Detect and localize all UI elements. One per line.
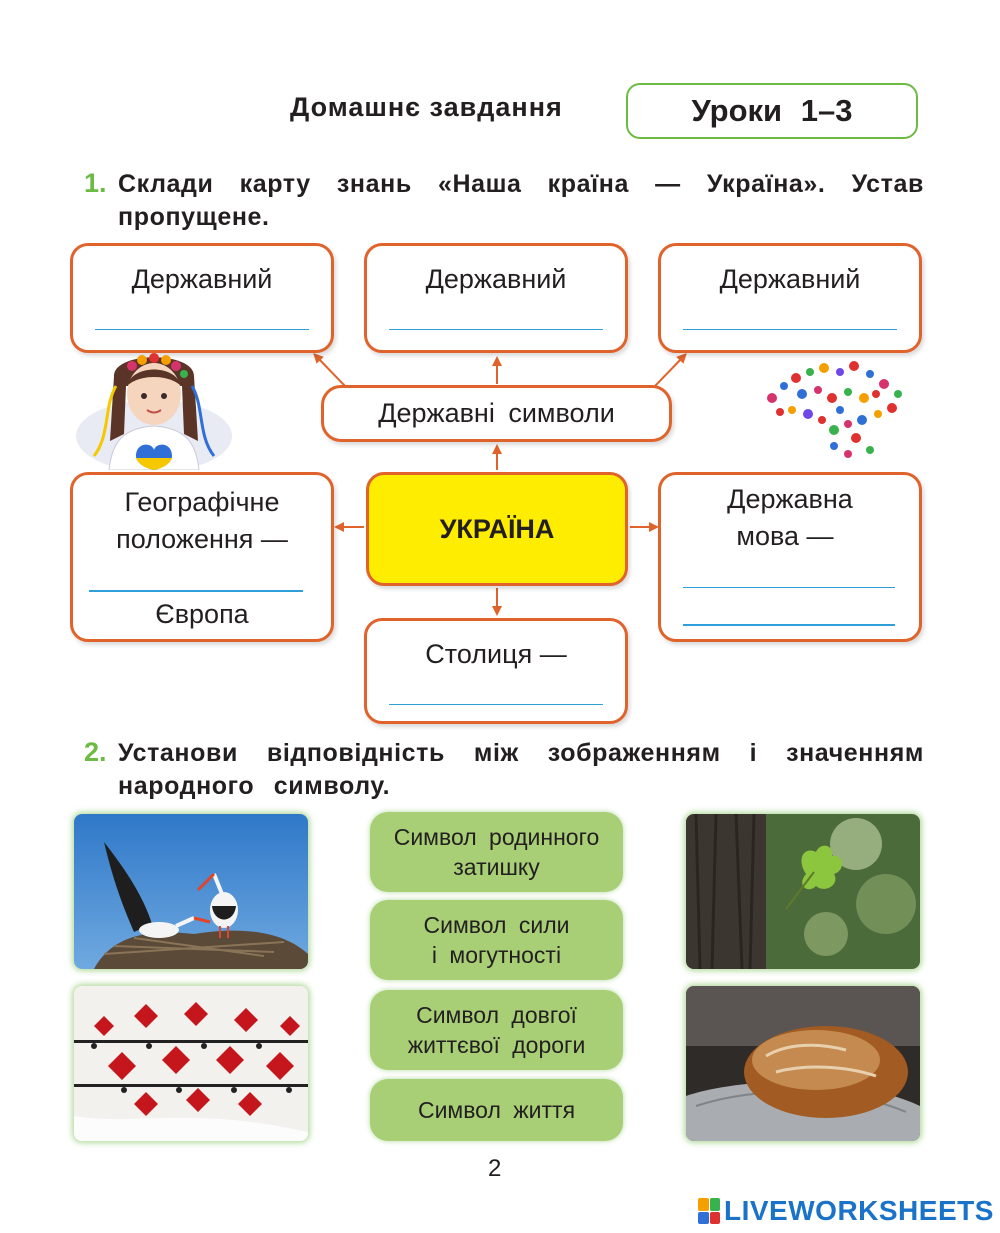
option-4-line1: Символ життя xyxy=(417,1097,576,1123)
top-box-3-label: Державний xyxy=(719,264,861,294)
top-box-2-label: Державний xyxy=(425,264,567,294)
state-symbols-box: Державні символи xyxy=(321,385,672,442)
ukraine-center-box: УКРАЇНА xyxy=(366,472,628,586)
language-box xyxy=(658,472,922,642)
top-box-3 xyxy=(658,243,922,353)
task1-text: Склади карту знань «Наша країна — Україна». Устав пропущене. xyxy=(118,170,924,231)
answer-line-capital[interactable] xyxy=(389,704,603,705)
option-2-line2: і могутності xyxy=(431,942,562,968)
language-line2: мова — xyxy=(736,521,834,551)
homework-title: Домашнє завдання xyxy=(290,92,563,122)
option-long-life-road[interactable] xyxy=(370,990,623,1070)
brand-text: LIVEWORKSHEETS xyxy=(724,1195,994,1226)
liveworksheets-brand[interactable] xyxy=(698,1195,994,1227)
storks-image[interactable] xyxy=(74,814,308,969)
option-3-line2: життєвої дороги xyxy=(407,1032,586,1058)
geo-box xyxy=(70,472,334,642)
option-strength-power[interactable] xyxy=(370,900,623,980)
capital-box xyxy=(364,618,628,724)
task2-text: Установи відповідність між зображенням і значенням народного символу. xyxy=(118,739,924,800)
task2-number: 2. xyxy=(84,737,107,767)
embroidery-image[interactable] xyxy=(74,986,308,1141)
lesson-badge: Уроки 1–3 xyxy=(626,83,918,139)
answer-line-top-1[interactable] xyxy=(95,329,309,330)
embroidered-map-illustration xyxy=(752,358,912,468)
option-3-line1: Символ довгої xyxy=(416,1002,577,1028)
geo-line2: положення — xyxy=(116,524,288,554)
top-box-1-label: Державний xyxy=(131,264,273,294)
option-family-comfort[interactable] xyxy=(370,812,623,892)
answer-line-language-1[interactable] xyxy=(683,587,895,588)
option-2-line1: Символ сили xyxy=(423,912,570,938)
capital-label: Столиця — xyxy=(425,639,567,669)
answer-line-language-2[interactable] xyxy=(683,624,895,626)
answer-line-top-3[interactable] xyxy=(683,329,897,330)
page-number: 2 xyxy=(488,1155,502,1182)
geo-answer: Європа xyxy=(155,599,249,629)
answer-line-geo[interactable] xyxy=(89,590,303,592)
girl-illustration xyxy=(74,346,232,470)
option-1-line1: Символ родинного xyxy=(393,824,600,850)
arrow-to-top-right xyxy=(655,356,684,386)
task1-number: 1. xyxy=(84,168,107,198)
oak-image[interactable] xyxy=(686,814,920,969)
liveworksheets-logo-icon xyxy=(698,1198,720,1224)
top-box-2 xyxy=(364,243,628,353)
bread-loaf-icon xyxy=(744,1026,908,1118)
top-box-1 xyxy=(70,243,334,353)
option-1-line2: затишку xyxy=(453,854,540,880)
arrow-to-top-left xyxy=(316,356,345,386)
option-life[interactable] xyxy=(370,1079,623,1141)
answer-line-top-2[interactable] xyxy=(389,329,603,330)
bread-image[interactable] xyxy=(686,986,920,1141)
language-line1: Державна xyxy=(727,484,853,514)
geo-line1: Географічне xyxy=(124,487,280,517)
